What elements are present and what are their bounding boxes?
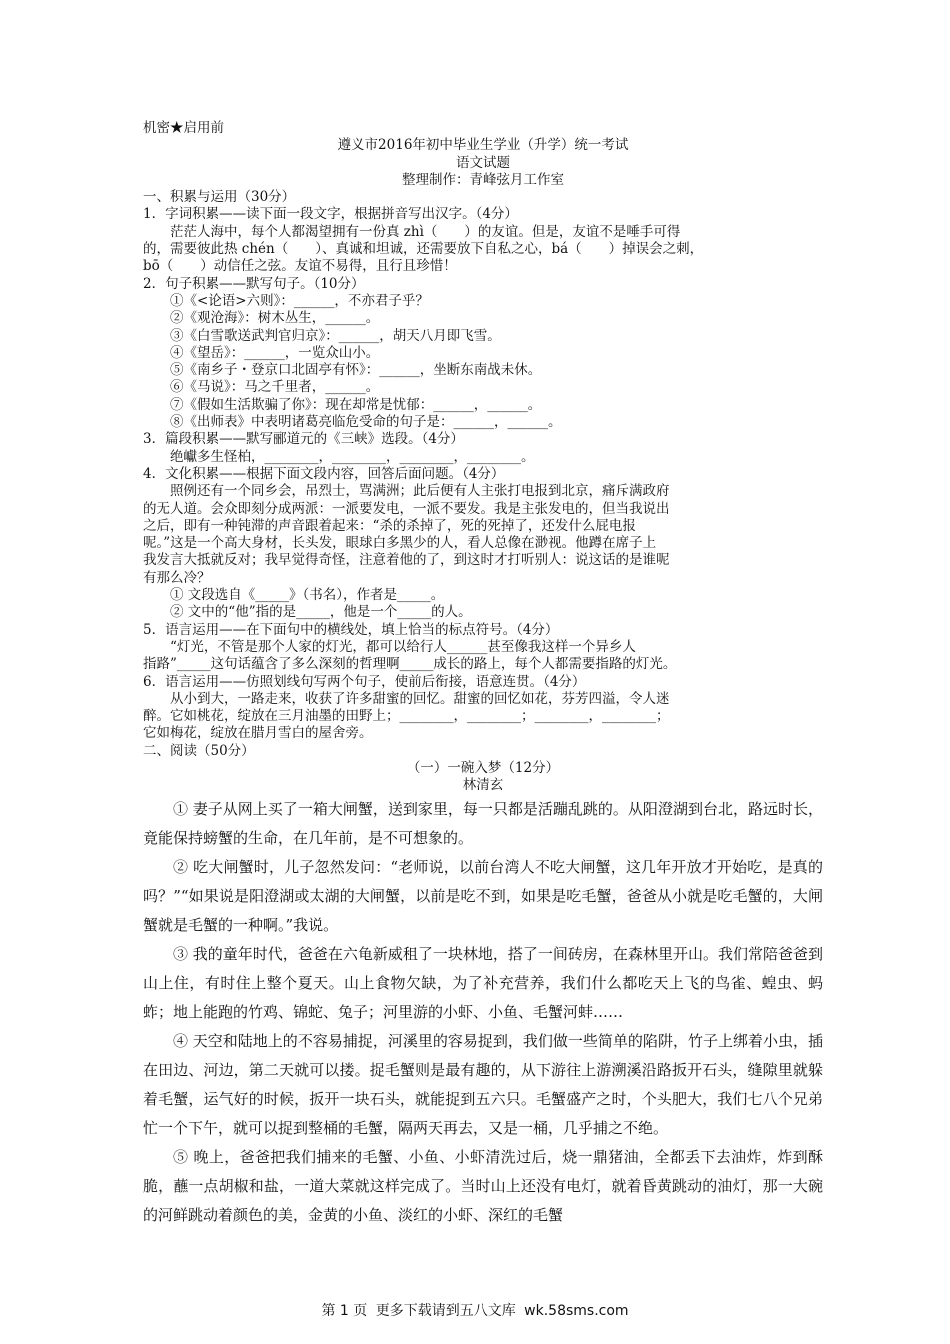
producer-label: 整理制作：青峰弦月工作室 [402, 171, 564, 188]
q2-item: ⑧《出师表》中表明诸葛亮临危受命的句子是：______，______。 [170, 414, 562, 431]
q4-title: 4．文化积累——根据下面文段内容，回答后面问题。（4分） [143, 465, 505, 482]
q3-line: 绝巘多生怪柏，________，________，________，________。 [170, 448, 535, 465]
page-number: 第 1 页 [321, 1303, 368, 1319]
q2-item: ⑥《马说》：马之千里者，______。 [170, 379, 380, 396]
q3-title: 3．篇段积累——默写郦道元的《三峡》选段。（4分） [143, 431, 464, 448]
q2-item: ⑦《假如生活欺骗了你》：现在却常是忧郁：______，______。 [170, 396, 542, 413]
q2-item: ②《观沧海》：树木丛生，______。 [170, 310, 380, 327]
article-title: （一）一碗入梦（12分） [406, 759, 560, 776]
q2-title: 2．句子积累——默写句子。（10分） [143, 275, 365, 292]
part1-heading: 一、积累与运用（30分） [143, 189, 296, 206]
secret-label: 机密★启用前 [143, 120, 224, 136]
part1-section [143, 120, 823, 795]
q5-line: “灯光，不管是那个人家的灯光，都可以给行人______甚至像我这样一个异乡人 [170, 638, 636, 655]
q2-item: ④《望岳》：______，一览众山小。 [170, 344, 380, 361]
part2-heading: 二、阅读（50分） [143, 742, 255, 759]
q4-passage-line: 照例还有一个同乡会，吊烈士，骂满洲；此后便有人主张打电报到北京，痛斥满政府 [170, 483, 670, 500]
exam-title: 遵义市2016年初中毕业生学业（升学）统一考试 [337, 137, 629, 154]
q6-line: 它如梅花，绽放在腊月雪白的屋舍旁。 [143, 725, 373, 742]
q5-title: 5．语言运用——在下面句中的横线处，填上恰当的标点符号。（4分） [143, 621, 559, 638]
q6-line: 从小到大，一路走来，收获了许多甜蜜的回忆。甜蜜的回忆如花，芬芳四溢，令人迷 [170, 690, 670, 707]
article-paragraph: ④ 天空和陆地上的不容易捕捉，河溪里的容易捉到，我们做一些简单的陷阱，竹子上绑着小虫，插在田边、河边，第二天就可以搂。捉毛蟹则是最有趣的，从下游往上游溯溪沿路扳开石头，缝隙里就躲着毛蟹，运气好的时候，扳开一块石头，就能捉到五六只。毛蟹盛产之时，个头肥大，我们七八个兄弟忙一个下午，就可以捉到整桶的毛蟹，隔两天再去，又是一桶，几乎捕之不绝。 [143, 1031, 823, 1137]
q1-title: 1．字词积累——读下面一段文字，根据拼音写出汉字。（4分） [143, 206, 518, 223]
q4-passage-line: 呢。”这是一个高大身材，长头发，眼球白多黑少的人，看人总像在渺视。他蹲在席子上 [143, 535, 657, 552]
q1-line: 的，需要彼此热 chén（ ）、真诚和坦诚，还需要放下自私之心，bá（ ）掉误会之刺， [143, 241, 704, 258]
article-paragraph: ③ 我的童年时代，爸爸在六龟新威租了一块林地，搭了一间砖房，在森林里开山。我们常陪爸爸到山上住，有时住上整个夏天。山上食物欠缺，为了补充营养，我们什么都吃天上飞的鸟雀、蝗虫、蚂蚱；地上能跑的竹鸡、锦蛇、兔子；河里游的小虾、小鱼、毛蟹河蚌…… [143, 944, 823, 1021]
q6-line: 醉。它如桃花，绽放在三月油墨的田野上；________，________；________，________； [143, 708, 670, 725]
q4-passage-line: 有那么冷？ [143, 569, 211, 586]
article-paragraph: ① 妻子从网上买了一箱大闸蟹，送到家里，每一只都是活蹦乱跳的。从阳澄湖到台北，路远时长，竟能保持螃蟹的生命，在几年前，是不可想象的。 [143, 799, 823, 847]
reading-article [143, 795, 823, 1230]
page-footer [0, 1300, 950, 1320]
q6-title: 6．语言运用——仿照划线句写两个句子，使前后衔接，语意连贯。（4分） [143, 673, 586, 690]
q4-passage-line: 的无人道。会众即刻分成两派：一派要发电，一派不要发。我是主张发电的，但当我说出 [143, 500, 670, 517]
site-link[interactable]: wk.58sms.com [524, 1303, 629, 1319]
q2-item: ③《白雪歌送武判官归京》：______，胡天八月即飞雪。 [170, 327, 501, 344]
q2-item: ①《<论语>六则》：______，不亦君子乎？ [170, 292, 429, 309]
article-paragraph: ② 吃大闸蟹时，儿子忽然发问：“老师说，以前台湾人不吃大闸蟹，这几年开放才开始吃，是真的吗？”“如果说是阳澄湖或太湖的大闸蟹，以前是吃不到，如果是吃毛蟹，爸爸从小就是吃毛蟹的，大闸蟹就是毛蟹的一种啊。”我说。 [143, 857, 823, 934]
q2-item: ⑤《南乡子・登京口北固亭有怀》：______，坐断东南战未休。 [170, 362, 542, 379]
exam-page [143, 120, 823, 1230]
download-note: 更多下载请到五八文库 [375, 1303, 516, 1319]
article-author: 林清玄 [462, 777, 504, 794]
q4-passage-line: 之后，即有一种钝滞的声音跟着起来：“杀的杀掉了，死的死掉了，还发什么屁电报 [143, 517, 636, 534]
q5-line: 指路”_____这句话蕴含了多么深刻的哲理啊_____成长的路上，每个人都需要指路的灯光。 [143, 656, 677, 673]
article-paragraph: ⑤ 晚上，爸爸把我们捕来的毛蟹、小鱼、小虾清洗过后，烧一鼎猪油，全都丢下去油炸，炸到酥脆，蘸一点胡椒和盐，一道大菜就这样完成了。当时山上还没有电灯，就着昏黄跳动的油灯，那一大碗的河鲜跳动着颜色的美，金黄的小鱼、淡红的小虾、深红的毛蟹 [143, 1147, 823, 1224]
exam-subtitle: 语文试题 [456, 154, 510, 171]
q4-subquestion: ① 文段选自《_____》（书名），作者是_____。 [170, 587, 445, 604]
q4-passage-line: 我发言大抵就反对；我早觉得奇怪，注意着他的了，到这时才打听别人：说这话的是谁呢 [143, 552, 670, 569]
q1-line: 茫茫人海中，每个人都渴望拥有一份真 zhì（ ）的友谊。但是，友谊不是唾手可得 [170, 223, 681, 240]
q1-line: bō（ ）动信任之弦。友谊不易得，且行且珍惜！ [143, 258, 457, 275]
q4-subquestion: ② 文中的“他”指的是_____，他是一个_____的人。 [170, 604, 472, 621]
